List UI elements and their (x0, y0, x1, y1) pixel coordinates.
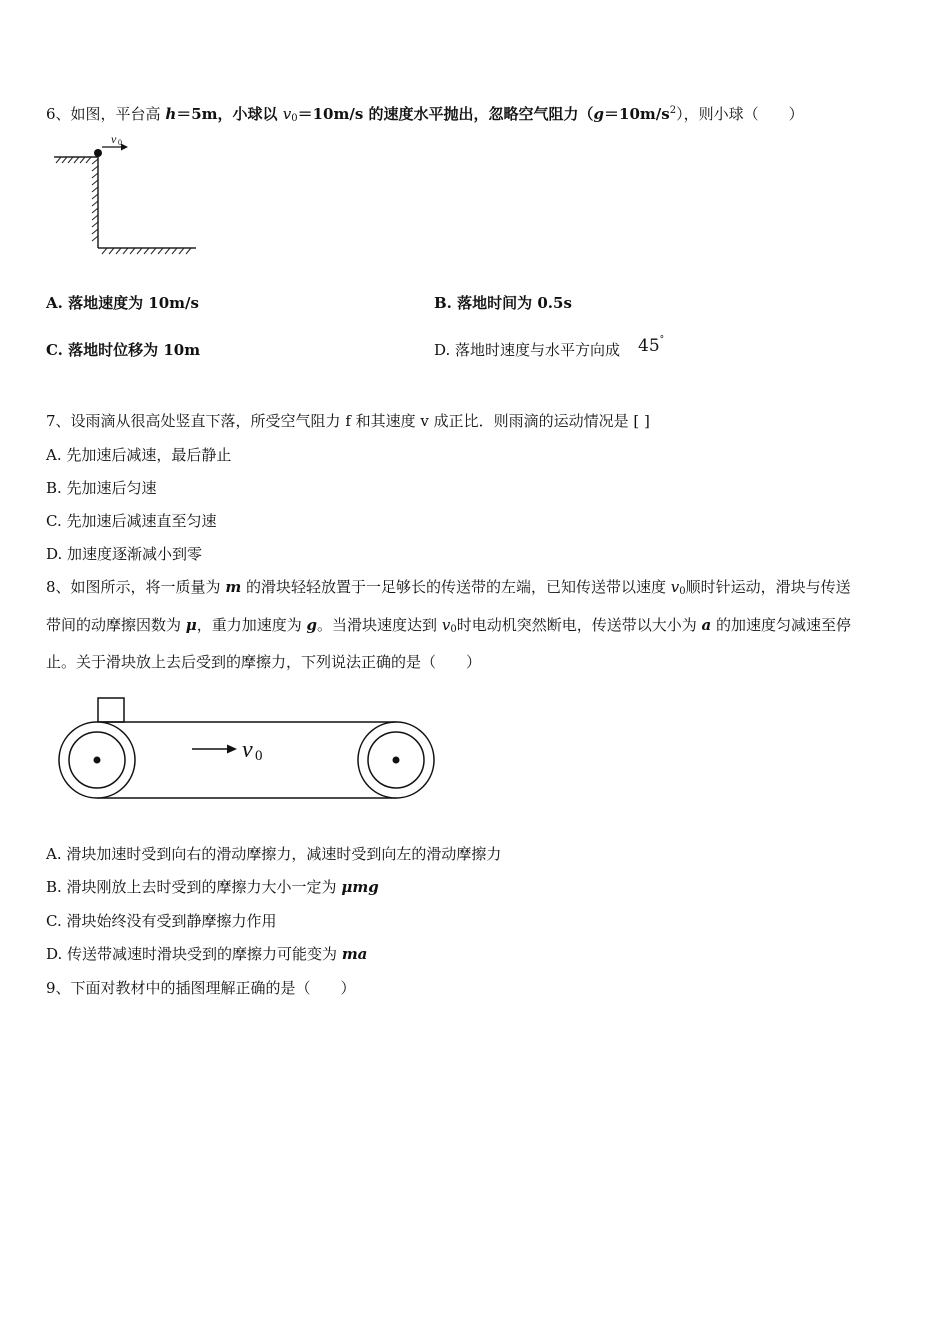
slider-block (98, 698, 124, 722)
q8-stem-line3: 止。关于滑块放上去后受到的摩擦力，下列说法正确的是（ ） (46, 653, 482, 671)
q6-option-a: A. 落地速度为 10m/s (46, 294, 199, 312)
q6-option-d: D. 落地时速度与水平方向成 (434, 341, 621, 359)
q8-option-b: B. 滑块刚放上去时受到的摩擦力大小一定为 μmg (46, 878, 379, 896)
q6-v0-subscript: 0 (118, 138, 122, 147)
q6-cliff-figure (50, 130, 210, 255)
q7-option-b: B. 先加速后匀速 (46, 479, 157, 497)
q9-stem: 9、下面对教材中的插图理解正确的是（ ） (46, 979, 356, 997)
q8-conveyor-figure (55, 693, 445, 808)
q8-stem-line1: 8、如图所示，将一质量为 m 的滑块轻轻放置于一足够长的传送带的左端，已知传送带以速度 $v_0$顺时针运动，滑块与传送 (46, 578, 851, 597)
q7-option-c: C. 先加速后减速直至匀速 (46, 512, 217, 530)
q8-v0-subscript: 0 (255, 748, 263, 764)
q6-option-b: B. 落地时间为 0.5s (434, 294, 572, 312)
q8-option-c: C. 滑块始终没有受到静摩擦力作用 (46, 912, 277, 930)
q6-option-d-angle: 45° (638, 335, 665, 356)
q8-option-d: D. 传送带减速时滑块受到的摩擦力可能变为 ma (46, 945, 368, 963)
q7-option-d: D. 加速度逐渐减小到零 (46, 545, 203, 563)
q8-option-a: A. 滑块加速时受到向右的滑动摩擦力，减速时受到向左的滑动摩擦力 (46, 845, 502, 863)
q7-stem: 7、设雨滴从很高处竖直下落，所受空气阻力 f 和其速度 v 成正比．则雨滴的运动情况是 [ ] (46, 412, 650, 430)
q7-option-a: A. 先加速后减速，最后静止 (46, 446, 232, 464)
q6-stem: 6、如图，平台高 h＝5m，小球以 $v_0=10m/s$ 的速度水平抛出，忽略空气阻力$(g=10m/s^2)$，则小球（ ） (46, 105, 804, 124)
q8-stem-line2: 带间的动摩擦因数为 μ，重力加速度为 g。当滑块速度达到 $v_0$时电动机突然断电，传送带以大小为 a 的加速度匀减速至停 (46, 616, 851, 635)
q6-option-c: C. 落地时位移为 10m (46, 341, 201, 359)
q8-v0-label: v (242, 737, 253, 763)
q6-v0-label: v (111, 132, 117, 146)
